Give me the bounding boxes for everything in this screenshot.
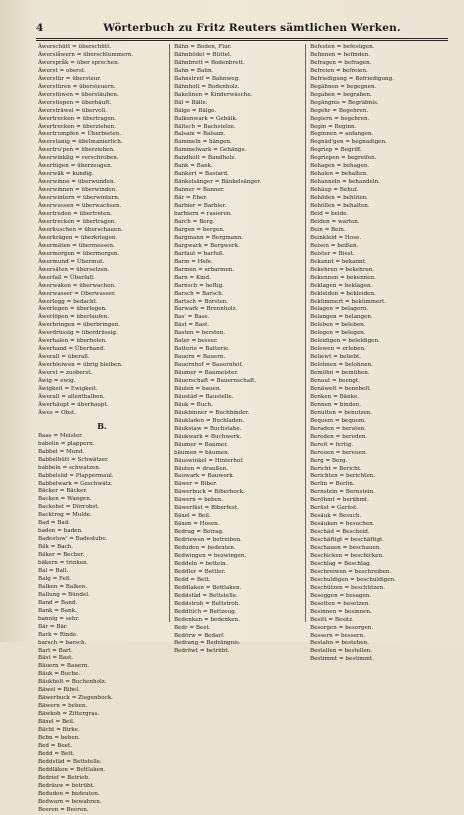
dictionary-entry: Bauern = Bauern. [174,354,226,361]
dictionary-entry: Berg = Berg. [310,457,348,464]
dictionary-entry: Benäwelt = benebelt. [310,385,372,392]
dictionary-entry: Bargen = bergen. [174,226,225,233]
dictionary-entry: Bäwerbuck = Biberbock. [174,489,245,496]
dictionary-entry: Bäukwark = Buchwerk. [174,433,242,440]
dictionary-entry: Äwerbringen = überbringen. [38,322,121,329]
dictionary-entry: Badestuw' = Badestube. [38,536,108,543]
dictionary-entry: Bammelwark = Gehänge. [174,147,247,154]
dictionary-entry: Batterie = Batterie. [174,346,231,353]
dictionary-entry: Äwerwinklig = verschroben. [38,155,119,162]
dictionary-entry: Begaben = begraben. [310,91,372,98]
dictionary-entry: Befriedigung = Befriedigung. [310,75,395,82]
dictionary-entry: Behanneln = behandeln. [310,179,381,186]
dictionary-entry: Beliewt = beliebt. [310,354,361,361]
dictionary-entry: Benken = Bänke. [310,393,360,400]
dictionary-entry: Bakelinen = Kinderwäsche. [174,91,253,98]
dictionary-entry: Bäulen = bauen. [174,385,222,392]
dictionary-entry: Beschäd = Bescheid. [310,529,370,536]
dictionary-entry: Bähnbödel = Büttel. [174,51,232,58]
dictionary-entry: Äwerspråk = über sprechen. [38,59,120,66]
dictionary-entry: Belegen = belegen. [310,330,366,337]
dictionary-entry: Äwerhalen = überholen. [38,338,108,345]
dictionary-entry: Begriep = Begriff. [310,147,362,154]
dictionary-entry: Äwerlegen = überlegen. [38,306,107,313]
dictionary-entry: Bäwern = beben. [38,703,88,710]
dictionary-entry: Barn = Kind. [174,274,211,281]
dictionary-entry: Bäk = Bach. [38,544,74,551]
dictionary-entry: Beraden = beraten. [310,425,367,432]
dictionary-entry: Bänkelsänger = Bänkelsänger. [174,179,262,186]
dictionary-entry: Beisen = beißen. [310,242,359,249]
dictionary-entry: Bekehren = bekehren. [310,266,375,273]
dictionary-entry: Äwerstüren = übersteuern. [38,83,116,90]
column-2 [174,44,302,655]
dictionary-entry: Bäwel = Bibel. [38,687,80,694]
dictionary-entry: Barnsch = heftig. [174,282,224,289]
dictionary-entry: Äwerwasser = Oberwasser. [38,290,116,297]
dictionary-entry: Bahnstreif = Bahnweg. [174,75,240,82]
dictionary-entry: Behöllen = behalten. [310,203,370,210]
dictionary-entry: Bär = Eber. [174,195,208,202]
dictionary-entry: Bauernhof = Bauernhof. [174,362,244,369]
dictionary-entry: Beschuldigen = beschuldigen. [310,576,397,583]
dictionary-entry: Bedrief = Betrieb. [38,774,90,781]
dictionary-entry: Bäustäd = Baustelle. [174,393,234,400]
dictionary-entry: bäkern = trinken. [38,560,89,567]
dictionary-entry: Befragen = befragen. [310,59,372,66]
dictionary-entry: Besetten = besetzen. [310,600,371,607]
dictionary-entry: Bäcker = Bäcker. [38,488,88,495]
dictionary-entry: Babbelbütt = Schwätzer. [38,456,109,463]
dictionary-entry: Bammeln = hängen. [174,139,232,146]
dictionary-entry: Beschauen = beschauen. [310,545,382,552]
dictionary-entry: Bahn = Bahn. [174,67,214,74]
dictionary-entry: Besitt = Besitz. [310,616,354,623]
dictionary-entry: Äwertrecken = übertragen. [38,115,117,122]
dictionary-entry: Bär = Bär. [38,623,68,630]
dictionary-entry: Äwerwäk = kundig. [38,171,94,178]
dictionary-entry: Äwes = Obst. [38,409,77,416]
dictionary-entry: barsch = barsch. [38,639,87,646]
dictionary-entry: Bartsch = Borsten. [174,298,229,305]
dictionary-entry: Begnäd'gen = begnadigen. [310,139,387,146]
dictionary-entry: Äwermorgen = übermorgen. [38,250,120,257]
dictionary-entry: Bähnbrett = Bodenbrett. [174,59,245,66]
dictionary-entry: Beginnen = anfangen. [310,131,374,138]
dictionary-entry: Bedrag = Betrag. [174,529,224,536]
dictionary-entry: Bäwern = beben. [174,497,224,504]
dictionary-entry: Bäuswinkel = Hinterhof. [174,457,244,464]
dictionary-entry: Äwerbleiwen = übrig bleiben. [38,362,123,369]
dictionary-entry: Bereden = bereden. [310,433,368,440]
dictionary-entry: Bäumer = Baumeister. [174,370,239,377]
dictionary-entry: Barm = Hefe. [174,258,214,265]
dictionary-entry: Beseggen = besagen. [310,592,372,599]
dictionary-entry: Beschicken = beschicken. [310,553,384,559]
dictionary-entry: Bedörw = Bedarf. [174,632,225,639]
dictionary-entry: Bargwark = Bergwerk. [174,242,240,249]
dictionary-entry: Äwerkrägen = überkriegen. [38,234,118,241]
dictionary-entry: Bedenken = bedenken. [174,616,240,623]
dictionary-entry: Bäuern = Bauern. [38,663,90,670]
dictionary-entry: Bäxen = Hosen. [174,521,220,528]
dictionary-entry: Bestahn = bestehen. [310,640,369,647]
dictionary-entry: Bereuen = bereuen. [310,449,368,456]
dictionary-entry: Äwerlegg = bedacht. [38,298,98,305]
dictionary-entry: Äwig = ewig. [38,378,76,385]
dictionary-entry: Beduden = bedeuten. [174,545,236,552]
dictionary-entry: Bedriewen = betreiben. [174,537,242,544]
dictionary-entry: barbiern = rasieren. [174,211,233,218]
dictionary-entry: Bäukbinner = Buchbinder. [174,409,250,416]
running-title: Wörterbuch zu Fritz Reuters sämtlichen Werken. [103,22,401,34]
dictionary-entry: Bedd = Bett. [38,750,75,757]
dictionary-entry: Bekümmert = bekümmert. [310,298,386,305]
dictionary-entry: Babbel = Mund. [38,448,85,455]
dictionary-entry: Beddtüch = Bettzeug. [174,608,237,615]
dictionary-entry: Begängnis = Begräbnis. [310,99,379,106]
dictionary-entry: Beddstäd = Bettstelle. [38,758,102,765]
dictionary-entry: Bedwingen = bezwingen. [174,553,247,559]
dictionary-entry: Äwerwinne = überwunden. [38,179,116,186]
dictionary-entry: Barbier = Barbier. [174,203,227,210]
dictionary-entry: Backtrog = Mulde. [38,512,92,519]
dictionary-entry: Beklagen = beklagen. [310,282,373,289]
page-number: 4 [36,22,44,34]
dictionary-entry: Backobst = Dörrobst. [38,504,100,511]
dictionary-entry: Beschlag = Beschlag. [310,560,372,567]
dictionary-entry: Beddler = Bettler. [174,568,226,575]
dictionary-entry: Befinnen = befinden. [310,51,371,58]
dictionary-entry: Äwertru'pen = überziehen. [38,147,115,154]
dictionary-entry: Besäuk = Besuch. [310,513,362,520]
dictionary-entry: Äwigkeit = Ewigkeit. [38,385,98,392]
dictionary-entry: Bäwerfäst = Biberfest. [174,505,239,512]
dictionary-entry: Äwerst = oberst. [38,67,86,74]
dictionary-entry: Äwertreden = übertreten. [38,211,112,218]
dictionary-entry: Äwerwinnen = überwinden. [38,187,118,194]
column-3 [310,44,446,663]
dictionary-entry: Besäuken = besuchen. [310,521,375,528]
dictionary-entry: Barsch = Barsch. [174,290,224,297]
dictionary-entry: Bark = Rinde. [38,631,79,638]
dictionary-entry: bäumen = bäumen. [174,449,230,456]
dictionary-entry: Beröhmt = berühmt. [310,497,369,504]
dictionary-entry: Bäuerschaft = Bauernschaft. [174,378,257,385]
dictionary-entry: Bessern = bessern. [310,632,365,639]
dictionary-entry: Bedd = Bett. [174,576,211,583]
dictionary-entry: Bäst = Bast. [38,655,74,662]
dictionary-entry: Bäukstaw = Buchstabe. [174,425,242,432]
column-divider [169,44,170,622]
dictionary-entry: Beschreiwen = beschreiben. [310,568,392,575]
dictionary-entry: Bart = Bart. [38,647,73,654]
dictionary-entry: Beddeln = betteln. [174,560,228,567]
dictionary-entry: Beid = beide. [310,211,349,218]
dictionary-entry: Äwerkuschen = überschauen. [38,226,123,233]
dictionary-entry: Berichten = berichten. [310,473,376,480]
dictionary-entry: Bebn = beben. [38,735,81,742]
dictionary-entry: Begriepen = begreifen. [310,155,377,162]
dictionary-entry: Bein = Bein. [310,226,346,233]
dictionary-entry: Bältsch = Bachstelze. [174,123,236,130]
dictionary-entry: Befesten = befestigen. [310,44,375,50]
dictionary-entry: Beister = Biest. [310,250,355,257]
dictionary-entry: Bequem = bequem. [310,417,366,424]
dictionary-entry: Bank = Bank. [174,163,213,170]
dictionary-entry: Bäxel = Beil. [174,513,211,520]
dictionary-entry: Benaut = beengt. [310,378,360,385]
dictionary-entry: Äwerhäupt = überhaupt. [38,401,109,408]
dictionary-entry: Bäuk = Buch. [174,401,213,408]
dictionary-entry: Bed = Beet. [38,742,73,749]
dictionary-entry: Bemöhn = bemühen. [310,370,370,377]
dictionary-entry: Äwersträwel = übervoll. [38,107,107,114]
header-rule-double [36,40,448,41]
dictionary-entry: Äwerlöpen = überlaufen. [38,314,110,321]
dictionary-entry: Bestimmt = bestimmt. [310,656,374,663]
dictionary-entry: babbeln = schwatzen. [38,464,101,471]
dictionary-entry: Benutten = benutzen. [310,409,373,416]
dictionary-entry: Berlin = Berlin. [310,481,355,488]
dictionary-entry: Bäl = Bälle. [174,99,208,106]
dictionary-entry: Äwerdrüssig = überdrüssig. [38,330,118,337]
dictionary-entry: Bedräuw = betrübt. [38,782,95,789]
dictionary-entry: Beeren = Beeren. [38,806,89,813]
dictionary-entry: Bekannt = bekannt. [310,258,367,265]
dictionary-entry: Beiden = warten. [310,218,360,225]
dictionary-entry: Beduden = bedeuten. [38,790,100,797]
dictionary-entry: Beddlaken = Bettlaken. [174,584,242,591]
dictionary-entry: Bäukholt = Buchenholz. [38,679,107,686]
dictionary-entry: Bäuten = draußen. [174,465,229,472]
dictionary-entry: Backen = Wangen. [38,496,92,503]
dictionary-entry: Besorgen = besorgen. [310,624,374,631]
dictionary-entry: Bäwkoh = Zittergras. [38,711,100,718]
dictionary-entry: Bedröwt = betrübt. [174,648,230,655]
dictionary-entry: Belewen = erleben. [310,346,366,353]
dictionary-entry: Bennen = binden. [310,401,362,408]
dictionary-entry: Befreien = befreien. [310,67,368,74]
dictionary-entry: Bedwarn = bewahren. [38,798,102,805]
dictionary-entry: Bank = Bank. [38,607,77,614]
dictionary-entry: Bedr = Beet. [174,624,211,631]
dictionary-entry: Beddstroh = Bettstroh. [174,600,241,607]
dictionary-entry: Bekleiden = bekleiden. [310,290,376,297]
dictionary-entry: Äwertrecken = überziehen. [38,123,116,130]
dictionary-entry: Barmen = erbarmen. [174,266,235,273]
dictionary-entry: Bedrang = Bedrängnis. [174,640,241,647]
dictionary-entry: Bäwerbuck = Ziegenbock. [38,695,113,702]
dictionary-entry: Babbelwark = Geschwätz. [38,480,113,487]
dictionary-entry: Bereit = fertig. [310,441,354,448]
dictionary-entry: Begehr = Begehren. [310,107,369,114]
dictionary-entry: Besinnen = besinnen. [310,608,372,615]
dictionary-entry: Äwerwintern = überwintern. [38,195,120,202]
dictionary-entry: Beleidigen = beleidigen. [310,338,380,345]
dictionary-entry: Bernstein = Bernstein. [310,489,376,496]
dictionary-entry: Balsam = Balsam. [174,131,226,138]
dictionary-entry: Balken = Balken. [38,583,88,590]
dictionary-entry: Äwerall = überall. [38,354,90,361]
dictionary-entry: Behagen = behagen. [310,163,370,170]
dictionary-entry: Äwermäten = übermessen. [38,242,115,249]
dictionary-entry: Barch = Berg. [174,218,215,225]
dictionary-entry: baden = baden. [38,528,83,535]
header-rule [36,38,448,39]
dictionary-entry: Begähnen = begegnen. [310,83,377,90]
dictionary-entry: Bandholt = Bandholz. [174,155,236,162]
dictionary-entry: Äwerfall = Überfall. [38,274,95,281]
dictionary-entry: Bähnholt = Bodenholz. [174,83,240,90]
dictionary-entry: Äwerall = allenthalben. [38,393,105,400]
dictionary-entry: Balg = Fell. [38,575,72,582]
dictionary-entry: Bal = Ball. [38,568,69,574]
dictionary-entry: Äwertügen = überzeugen. [38,163,113,170]
dictionary-entry: Bälge = Bälge. [174,107,217,114]
dictionary-entry: Berüst = Gerüst. [310,505,359,512]
dictionary-entry: Babbelsöd = Plappermaul. [38,472,114,479]
section-letter: B. [97,420,107,431]
dictionary-entry: Äwerslåwern = überschlummern. [38,51,134,58]
dictionary-entry: Beddstäd = Bettstelle. [174,592,238,599]
dictionary-entry: Äwerstür = übersteur. [38,75,102,82]
dictionary-entry: Äwermund = Übermut. [38,258,105,265]
dictionary-entry: Belangen = belangen. [310,314,373,321]
dictionary-entry: Äwerstüwen = überstäuben. [38,91,119,98]
dictionary-entry: Band = Band. [38,599,78,606]
dictionary-entry: Belohnen = belohnen. [310,362,373,369]
dictionary-entry: Bäumer = Baumer. [174,441,229,448]
dictionary-entry: Behöden = behüten. [310,195,369,202]
dictionary-entry: Barwark = Brennholz. [174,306,238,313]
dictionary-entry: Äwerstiepen = überhäuft. [38,99,112,106]
dictionary-entry: Bericht = Bericht. [310,465,362,472]
dictionary-entry: Bäuk = Buche. [38,671,81,678]
dictionary-entry: Bäker = Becher. [38,552,85,559]
dictionary-entry: Ballung = Bündel. [38,591,90,598]
dictionary-entry: Basten = bersten. [174,330,226,337]
dictionary-entry: Belagen = belagern. [310,306,369,313]
dictionary-entry: bannig = sehr. [38,615,80,622]
dictionary-entry: Beinkleid = Hose. [310,234,362,241]
dictionary-entry: Äwerwaken = überwachen. [38,282,116,289]
dictionary-entry: Äwertrecken = übertragen. [38,218,117,225]
dictionary-entry: Äwertrumpfen = Überbieten. [38,131,122,138]
dictionary-entry: Bähn = Boden, Flur. [174,44,232,50]
dictionary-entry: Äwerst = zuoberst. [38,370,93,377]
page-header [36,22,448,36]
dictionary-entry: Bankert = Bastard. [174,171,229,178]
dictionary-entry: Bater = besser. [174,338,218,345]
column-divider [305,44,306,622]
dictionary-entry: Bäxel = Beil. [38,719,75,726]
dictionary-entry: babelin = plappern. [38,440,95,447]
dictionary-entry: Bad = Bad. [38,520,71,527]
dictionary-entry: Banner = Banner. [174,187,225,194]
column-1 [38,44,166,813]
dictionary-entry: Beschäftigt = beschäftigt. [310,537,385,544]
dictionary-entry: Bauwark = Bauwerk. [174,473,235,480]
dictionary-entry: Barfaut = barfuß. [174,250,225,257]
dictionary-entry: Äwerwussen = überwachsen. [38,203,122,210]
dictionary-entry: Bekennen = bekennen. [310,274,376,281]
dictionary-entry: Bächt = Birke. [38,727,80,734]
dictionary-entry: Bäukladen = Buchladen. [174,417,245,424]
dictionary-entry: Äwerhand = Überhand. [38,346,106,353]
dictionary-entry: Begin = Beginn. [310,123,357,130]
dictionary-entry: Beschützen = beschützen. [310,584,385,591]
dictionary-entry: Bestellen = bestellen. [310,648,373,655]
dictionary-entry: Bargmann = Bergmann. [174,234,244,241]
dictionary-entry: Beddläken = Bettlaken. [38,766,106,773]
dictionary-entry: Behalen = behalten. [310,171,368,178]
dictionary-entry: Beleben = beleben. [310,322,366,329]
dictionary-entry: Behäup = Behuf. [310,187,359,194]
dictionary-entry: Begiern = begehren. [310,115,370,122]
dictionary-entry: Bäwer = Biber. [174,481,218,488]
dictionary-entry: Äwersäten = übersetzen. [38,266,110,273]
dictionary-entry: Baas = Meister. [38,432,83,439]
dictionary-entry: Balkenwark = Gebälk. [174,115,238,122]
dictionary-entry: Bäst = Bast. [174,322,210,329]
dictionary-entry: Äwerstanig = übelmanierlich. [38,139,123,146]
dictionary-entry: Äwerschütt = überschütt. [38,44,112,50]
dictionary-entry: Bas' = Base. [174,314,210,321]
